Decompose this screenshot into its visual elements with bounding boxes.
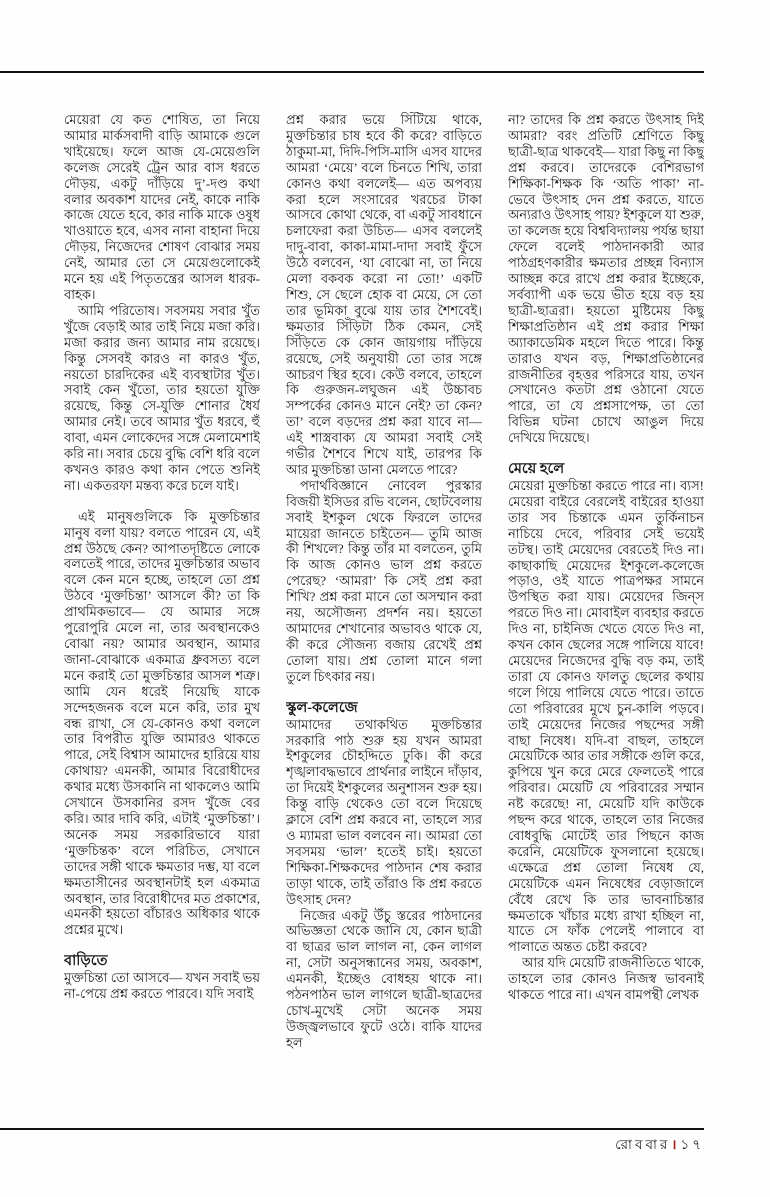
page-footer xyxy=(0,1134,704,1157)
article-paragraph: মেয়েরা যে কত শোষিত, তা নিয়ে আমার মার্কসবাদী বাড়ি আমাকে গুলে খাইয়েছে। ফলে আজ যে-মেয়েগুলি কলেজ সেরেই ট্রেন আর বাস ধরতে দৌড়য়, একটু দাঁড়িয়ে দু’-দণ্ড কথা বলার অবকাশ যাদের নেই, কাকে নাকি কাজে যেতে হবে, কার নাকি মাকে ওষুধ খাওয়াতে হবে, এসব নানা বাহানা দিয়ে দৌড়য়, নিজেদের শোষণ বোঝার সময় নেই, আমার তো সে মেয়েগুলোকেই মনে হয় এই পিতৃতন্ত্রের আসল ধারক-বাহক। xyxy=(64,112,260,302)
article-paragraph: না? তাদের কি প্রশ্ন করতে উৎসাহ দিই আমরা? বরং প্রতিটি শ্রেণিতে কিছু ছাত্রী-ছাত্র থাকবেই— যারা কিছু না কিছু প্রশ্ন করবে। তাদেরকে বেশিরভাগ শিক্ষিকা-শিক্ষক কি ‘অতি পাকা’ না-ভেবে উৎসাহ দেন প্রশ্ন করতে, যাতে অন্যরাও উৎসাহ পায়? ইশকুলে যা শুরু, তা কলেজ হয়ে বিশ্ববিদ্যালয় পর্যন্ত ছায়া ফেলে বলেই পাঠদানকারী আর পাঠগ্রহণকারীর ক্ষমতার প্রচ্ছন্ন বিন্যাস আচ্ছন্ন করে রাখে প্রশ্ন করার ইচ্ছেকে, সর্বব্যাপী এক ভয়ে ভীত হয়ে বড় হয় ছাত্রী-ছাত্ররা। হয়তো মুষ্টিমেয় কিছু শিক্ষাপ্রতিষ্ঠান এই প্রশ্ন করার শিক্ষা অ্যাকাডেমিক মহলে দিতে পারে। কিন্তু তারাও যখন বড়, শিক্ষাপ্রতিষ্ঠানের রাজনীতির বৃহত্তর পরিসরে যায়, তখন সেখানেও কতটা প্রশ্ন ওঠানো যেতে পারে, তা যে প্রশ্নসাপেক্ষ, তা তো বিভিন্ন ঘটনা চোখে আঙুল দিয়ে দেখিয়ে দিয়েছে। xyxy=(508,112,704,446)
article-paragraph: মুক্তচিন্তা তো আসবে— যখন সবাই ভয় না-পেয়ে প্রশ্ন করতে পারবে। যদি সবাই xyxy=(64,970,260,1002)
article-paragraph: এই মানুষগুলিকে কি মুক্তচিন্তার মানুষ বলা যায়? বলতে পারেন যে, এই প্রশ্ন উঠছে কেন? আপাতদৃষ্টিতে লোকে বলতেই পারে, তাদের মুক্তচিন্তার অভাব বলে কেন মনে হচ্ছে, তাহলে তো প্রশ্ন উঠবে ‘মুক্তচিন্তা’ আসলে কী? তা কি প্রাথমিকভাবে— যে আমার সঙ্গে পুরোপুরি মেলে না, তার অবস্থানকেও বোঝা নয়? আমার অবস্থান, আমার জানা-বোঝাকে একমাত্র ধ্রুবসত্য বলে মনে করাই তো মুক্তচিন্তার আসল শত্রু। আমি যেন ধরেই নিয়েছি যাকে সন্দেহজনক বলে মনে করি, তার মুখ বন্ধ রাখা, সে যে-কোনও কথা বললে তার বিপরীত যুক্তি আমারও থাকতে পারে, সেই বিশ্বাস আমাদের হারিয়ে যায় কোথায়? এমনকী, আমার বিরোধীদের কথার মধ্যে উসকানি না থাকলেও আমি সেখানে উসকানির রসদ খুঁজে বের করি। আর দাবি করি, এটাই ‘মুক্তচিন্তা’। অনেক সময় সরকারিভাবে যারা ‘মুক্তচিন্তক’ বলে পরিচিত, সেখানে তাদের সঙ্গী থাকে ক্ষমতার দম্ভ, যা বলে ক্ষমতাসীনের অবস্থানটাই হল একমাত্র অবস্থান, তার বিরোধীদের মত প্রকাশের, এমনকী হয়তো বাঁচারও অধিকার থাকে প্রশ্নের মুখে। xyxy=(64,508,260,938)
article-paragraph: আমি পরিতোষ। সবসময় সবার খুঁত খুঁজে বেড়াই আর তাই নিয়ে মজা করি। মজা করার জন্য আমার নাম রয়েছে। কিন্তু সেসবই কারও না কারও খুঁত, নয়তো চারদিকের এই ব্যবস্থাটার খুঁত। সবাই কেন খুঁতো, তার হয়তো যুক্তি রয়েছে, কিন্তু সে-যুক্তি শোনার ধৈর্য আমার নেই। তবে আমার খুঁত ধরবে, হুঁ বাবা, এমন লোকেদের সঙ্গে মেলামেশাই করি না। সবার চেয়ে বুদ্ধি বেশি ধরি বলে কখনও কারও কথা কান পেতে শুনিই না। একতরফা মন্তব্য করে চলে যাই। xyxy=(64,302,260,493)
column-3 xyxy=(508,112,704,1102)
article-paragraph: মেয়েরা মুক্তচিন্তা করতে পারে না। ব্যস! মেয়েরা বাইরে বেরলেই বাইরের হাওয়া তার সব চিন্তাকে এমন তুর্কিনাচন নাচিয়ে দেবে, পরিবার সেই ভয়েই তটস্থ। তাই মেয়েদের বেরতেই দিও না। কাছাকাছি মেয়েদের ইশকুলে-কলেজে পড়াও, ওই যাতে পাত্রপক্ষর সামনে উপস্থিত করা যায়। মেয়েদের জিন্‌স পরতে দিও না। মোবাইল ব্যবহার করতে দিও না, চাইনিজ খেতে যেতে দিও না, কখন কোন ছেলের সঙ্গে পালিয়ে যাবে! মেয়েদের নিজেদের বুদ্ধি বড় কম, তাই তারা যে কোনও ফালতু ছেলের কথায় গলে গিয়ে পালিয়ে যেতে পারে। তাতে তো পরিবারের মুখে চুন-কালি পড়বে। তাই মেয়েদের নিজের পছন্দের সঙ্গী বাছা নিষেধ। যদি-বা বাছল, তাহলে মেয়েটিকে আর তার সঙ্গীকে গুলি করে, কুপিয়ে খুন করে মেরে ফেলতেই পারে পরিবার। মেয়েটি যে পরিবারের সম্মান নষ্ট করেছে! না, মেয়েটি যদি কাউকে পছন্দ করে থাকে, তাহলে তার নিজের বোধবুদ্ধি মোটেই তার পিছনে কাজ করেনি, মেয়েটিকে ফুসলানো হয়েছে। এক্ষেত্রে প্রশ্ন তোলা নিষেধ যে, মেয়েটিকে এমন নিষেধের বেড়াজালে বেঁধে রেখে কি তার ভাবনাচিন্তার ক্ষমতাকে খাঁচার মধ্যে রাখা হচ্ছিল না, যাতে সে ফাঁক পেলেই পালাবে বা পালাতে অন্তত চেষ্টা করবে? xyxy=(508,478,704,955)
column-2 xyxy=(286,112,482,1102)
section-heading-school-college: স্কুল-কলেজে xyxy=(286,699,358,716)
top-rule xyxy=(0,71,704,73)
article-paragraph: নিজের একটু উঁচু স্তরের পাঠদানের অভিজ্ঞতা থেকে জানি যে, কোন ছাত্রী বা ছাত্রর ভাল লাগল না, কেন লাগল না, সেটা অনুসন্ধানের সময়, অবকাশ, এমনকী, ইচ্ছেও বোধহয় থাকে না। পঠনপাঠন ভাল লাগলে ছাত্রী-ছাত্রদের চোখ-মুখেই সেটা অনেক সময় উজ্জ্বলভাবে ফুটে ওঠে। বাকি যাদের হল xyxy=(286,907,482,1050)
magazine-name: রোববার xyxy=(615,1137,671,1152)
column-1 xyxy=(64,112,260,1102)
section-heading-if-a-girl: মেয়ে হলে xyxy=(508,461,565,478)
footer-separator: । xyxy=(671,1137,680,1152)
article-paragraph: আর যদি মেয়েটি রাজনীতিতে থাকে, তাহলে তার কোনও নিজস্ব ভাবনাই থাকতে পারে না। এখন বামপন্থী লেখক xyxy=(508,955,704,1003)
section-heading-at-home: বাড়িতে xyxy=(64,953,108,970)
article-paragraph: প্রশ্ন করার ভয়ে সিঁটিয়ে থাকে, মুক্তচিন্তার চাষ হবে কী করে? বাড়িতে ঠাকুমা-মা, দিদি-পিসি-মাসি এসব যাদের আমরা ‘মেয়ে’ বলে চিনতে শিখি, তারা কোনও কথা বললেই— এত অপব্যয় করা হলে সংসারের খরচের টাকা আসবে কোথা থেকে, বা একটু সাবধানে চলাফেরা করা উচিত— এসব বললেই দাদু-বাবা, কাকা-মামা-দাদা সবাই ফুঁসে উঠে বলবেন, ‘যা বোঝো না, তা নিয়ে মেলা বকবক করো না তো!’ একটি শিশু, সে ছেলে হোক বা মেয়ে, সে তো তার ভূমিকা বুঝে যায় তার শৈশবেই। ক্ষমতার সিঁড়িটা ঠিক কেমন, সেই সিঁড়িতে কে কোন জায়গায় দাঁড়িয়ে রয়েছে, সেই অনুযায়ী তো তার সঙ্গে আচরণ স্থির হবে। কেউ বলবে, তাহলে কি গুরুজন-লঘুজন এই উচ্চাবচ সম্পর্কের কোনও মানে নেই? তা কেন? তা’ বলে বড়দের প্রশ্ন করা যাবে না— এই শাস্ত্রবাক্য যে আমরা সবাই সেই গভীর শৈশবে শিখে যাই, তারপর কি আর মুক্তচিন্তা ডানা মেলতে পারে? xyxy=(286,112,482,477)
article-paragraph: আমাদের তথাকথিত মুক্তচিন্তার সরকারি পাঠ শুরু হয় যখন আমরা ইশকুলের চৌহদ্দিতে ঢুকি। কী করে শৃঙ্খলাবদ্ধভাবে প্রার্থনার লাইনে দাঁড়াব, তা দিয়েই ইশকুলের অনুশাসন শুরু হয়। কিন্তু বাড়ি থেকেও তো বলে দিয়েছে ক্লাসে বেশি প্রশ্ন করবে না, তাহলে স্যর ও ম্যামরা ভাল বলবেন না। আমরা তো সবসময় ‘ভাল’ হতেই চাই। হয়তো শিক্ষিকা-শিক্ষকদের পাঠদান শেষ করার তাড়া থাকে, তাই তাঁরাও কি প্রশ্ন করতে উৎসাহ দেন? xyxy=(286,716,482,907)
article-body xyxy=(64,112,704,1102)
page-number: ১৭ xyxy=(680,1137,704,1152)
footer-rule xyxy=(0,1128,704,1130)
article-paragraph: পদার্থবিজ্ঞানে নোবেল পুরস্কার বিজয়ী ইসিডর রভি বলেন, ছোটবেলায় সবাই ইশকুল থেকে ফিরলে তাদের মায়েরা জানতে চাইতেন— তুমি আজ কী শিখলে? কিন্তু তাঁর মা বলতেন, তুমি কি আজ কোনও ভাল প্রশ্ন করতে পেরেছ? ‘আমরা’ কি সেই প্রশ্ন করা শিখি? প্রশ্ন করা মানে তো অসম্মান করা নয়, অসৌজন্য প্রদর্শন নয়। হয়তো আমাদের শেখানোর অভাবও থাকে যে, কী করে সৌজন্য বজায় রেখেই প্রশ্ন তোলা যায়। প্রশ্ন তোলা মানে গলা তুলে চিৎকার নয়। xyxy=(286,477,482,684)
